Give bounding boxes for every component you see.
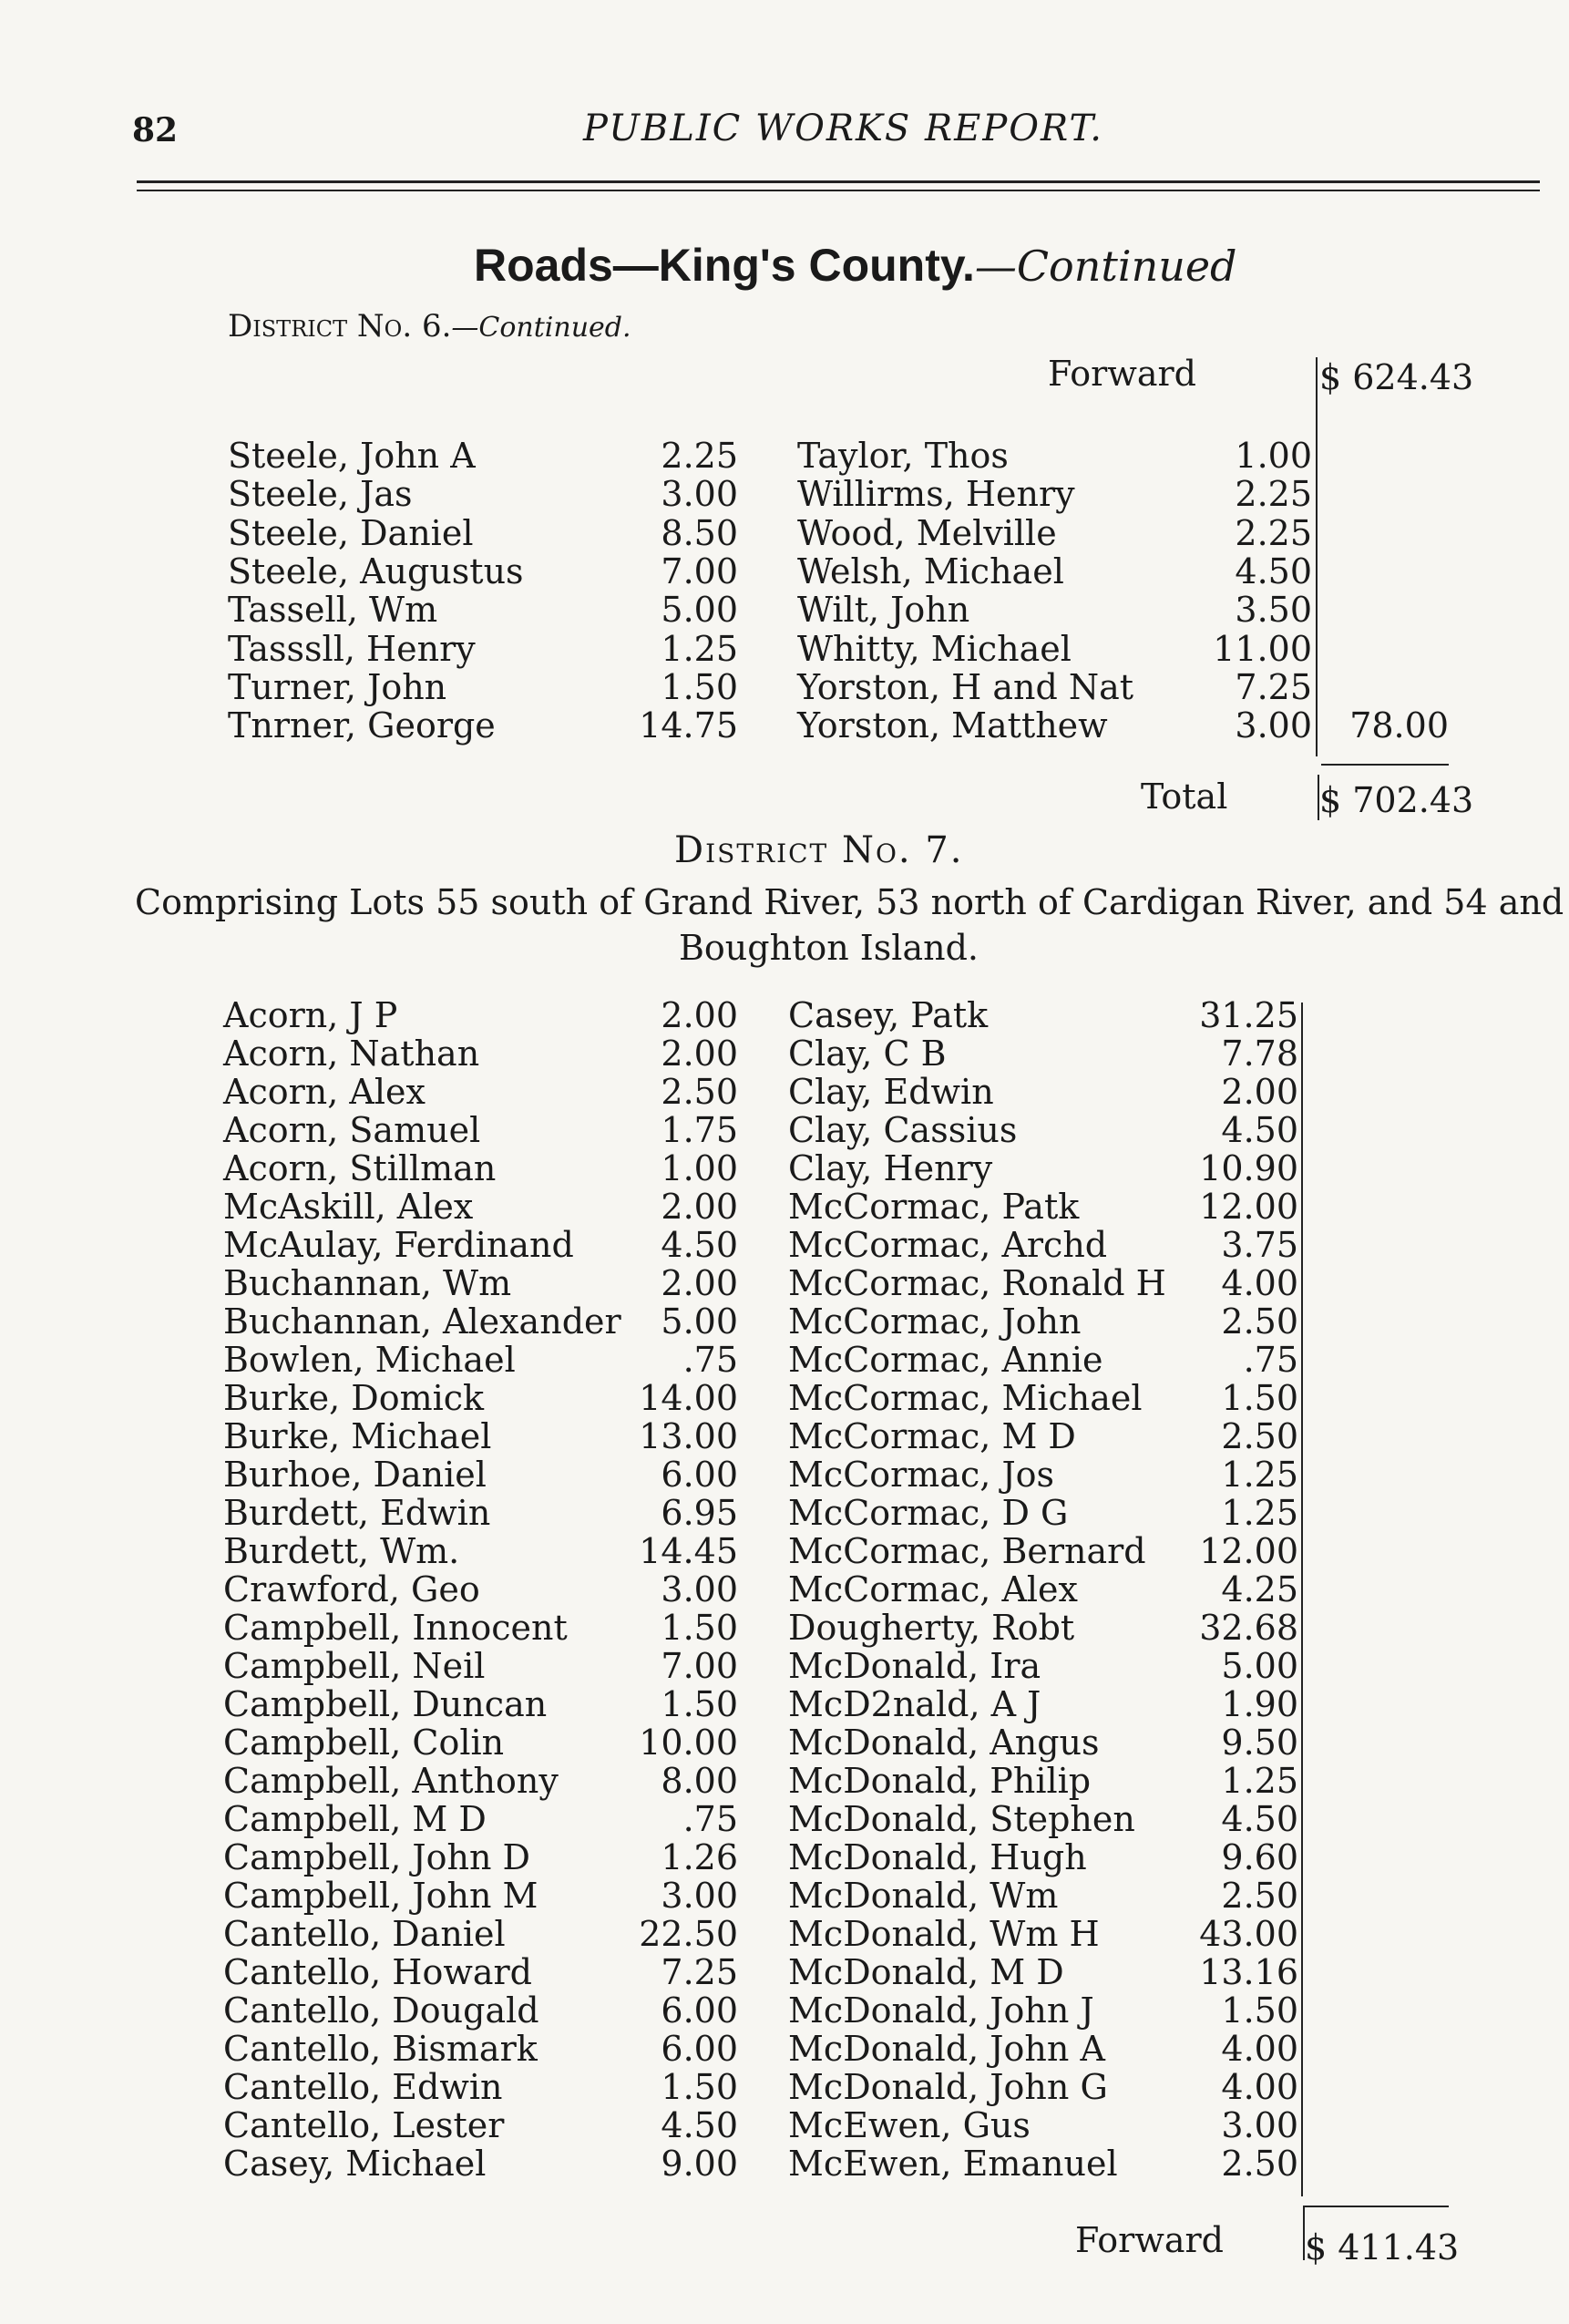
ledger-entry-name: Cantello, Howard [223, 1952, 532, 1992]
district6-continued: —Continued. [451, 312, 631, 344]
ledger-entry-amount: 11.00 [1213, 628, 1312, 669]
ledger-entry-name: Wood, Melville [797, 512, 1057, 553]
ledger-entry-amount: 1.25 [1221, 1493, 1298, 1533]
ledger-entry-amount: 1.50 [661, 2067, 738, 2107]
ledger-entry-name: Steele, Jas [228, 474, 413, 515]
ledger-entry-amount: 7.00 [661, 1646, 738, 1686]
ledger-entry-name: Clay, Edwin [788, 1072, 994, 1112]
ledger-entry-name: McCormac, M D [788, 1416, 1076, 1456]
ledger-entry-name: Buchannan, Alexander [223, 1301, 621, 1342]
ledger-entry-amount: 4.50 [661, 2105, 738, 2145]
ledger-entry-name: Campbell, M D [223, 1799, 487, 1839]
ledger-entry-name: McCormac, Alex [788, 1569, 1078, 1609]
ledger-entry-amount: 3.75 [1221, 1225, 1298, 1265]
ledger-entry-amount: 2.00 [661, 1187, 738, 1227]
ledger-entry-amount: 1.50 [1221, 1378, 1298, 1418]
ledger-entry-amount: 1.25 [1221, 1455, 1298, 1495]
ledger-entry-name: McCormac, Bernard [788, 1531, 1146, 1571]
ledger-entry-amount: 1.00 [1235, 436, 1312, 476]
ledger-entry-amount: 2.00 [661, 1263, 738, 1303]
ledger-entry-name: Bowlen, Michael [223, 1340, 516, 1380]
district6-total-label: Total [1141, 776, 1228, 817]
ledger-entry-name: Cantello, Daniel [223, 1914, 506, 1954]
ledger-entry-name: Campbell, Anthony [223, 1761, 559, 1801]
ledger-entry-amount: 2.50 [1221, 2144, 1298, 2184]
ledger-entry-name: Acorn, J P [223, 995, 398, 1035]
ledger-entry-amount: 4.50 [1221, 1110, 1298, 1150]
ledger-entry-name: McCormac, D G [788, 1493, 1069, 1533]
ledger-entry-name: Tasssll, Henry [228, 628, 476, 669]
ledger-entry-name: McDonald, Ira [788, 1646, 1041, 1686]
ledger-entry-amount: .75 [682, 1799, 738, 1839]
ledger-entry-amount: 7.78 [1221, 1033, 1298, 1074]
ledger-entry-amount: 4.50 [661, 1225, 738, 1265]
ledger-entry-amount: 3.50 [1235, 590, 1312, 631]
ledger-entry-name: McDonald, Stephen [788, 1799, 1135, 1839]
ledger-entry-amount: 3.00 [661, 474, 738, 515]
column-rule [1316, 357, 1318, 756]
ledger-entry-name: Casey, Michael [223, 2144, 487, 2184]
ledger-entry-amount: 1.50 [661, 1684, 738, 1724]
ledger-entry-name: McAulay, Ferdinand [223, 1225, 574, 1265]
ledger-entry-amount: 9.50 [1221, 1722, 1298, 1763]
ledger-entry-name: Cantello, Lester [223, 2105, 505, 2145]
ledger-entry-name: Acorn, Alex [223, 1072, 426, 1112]
ledger-entry-amount: 13.00 [639, 1416, 738, 1456]
ledger-entry-name: McDonald, John A [788, 2029, 1105, 2069]
ledger-entry-amount: 3.00 [1235, 705, 1312, 746]
ledger-entry-name: McEwen, Gus [788, 2105, 1031, 2145]
ledger-entry-amount: 3.00 [661, 1876, 738, 1916]
ledger-entry-name: Campbell, Duncan [223, 1684, 548, 1724]
ledger-entry-amount: 7.25 [1235, 666, 1312, 707]
ledger-entry-amount: 6.00 [661, 2029, 738, 2069]
ledger-entry-name: Campbell, John D [223, 1837, 530, 1877]
section-title-main: Roads—King's County. [474, 240, 975, 291]
ledger-entry-name: Steele, Augustus [228, 550, 524, 591]
ledger-entry-amount: 2.50 [1221, 1416, 1298, 1456]
ledger-entry-amount: 3.00 [1221, 2105, 1298, 2145]
ledger-entry-name: Yorston, Matthew [797, 705, 1108, 746]
ledger-entry-name: Tnrner, George [228, 705, 496, 746]
district6-subtotal: 78.00 [1349, 705, 1449, 746]
district7-forward-label: Forward [1075, 2220, 1225, 2260]
ledger-entry-name: McCormac, Michael [788, 1378, 1143, 1418]
ledger-entry-amount: 2.00 [661, 1033, 738, 1074]
ledger-entry-amount: 2.25 [661, 436, 738, 476]
ledger-entry-name: Acorn, Samuel [223, 1110, 481, 1150]
ledger-entry-amount: 2.50 [1221, 1301, 1298, 1342]
ledger-entry-amount: 2.00 [1221, 1072, 1298, 1112]
ledger-entry-amount: 6.00 [661, 1990, 738, 2031]
ledger-entry-name: Campbell, Colin [223, 1722, 505, 1763]
ledger-entry-name: Dougherty, Robt [788, 1608, 1075, 1648]
ledger-entry-amount: 6.95 [661, 1493, 738, 1533]
ledger-entry-name: Cantello, Dougald [223, 1990, 539, 2031]
ledger-entry-amount: 1.25 [1221, 1761, 1298, 1801]
ledger-entry-name: Burke, Domick [223, 1378, 485, 1418]
ledger-entry-amount: .75 [1243, 1340, 1298, 1380]
section-title [474, 239, 1237, 292]
ledger-entry-name: McDonald, M D [788, 1952, 1064, 1992]
ledger-entry-name: Buchannan, Wm [223, 1263, 512, 1303]
ledger-entry-name: Acorn, Nathan [223, 1033, 480, 1074]
ledger-entry-amount: 5.00 [661, 590, 738, 631]
ledger-entry-name: McDonald, Angus [788, 1722, 1100, 1763]
ledger-entry-name: Burdett, Edwin [223, 1493, 491, 1533]
ledger-entry-amount: .75 [682, 1340, 738, 1380]
ledger-entry-name: Cantello, Bismark [223, 2029, 538, 2069]
ledger-entry-amount: 14.00 [639, 1378, 738, 1418]
ledger-entry-amount: 9.00 [661, 2144, 738, 2184]
ledger-entry-amount: 1.75 [661, 1110, 738, 1150]
ledger-entry-name: Campbell, Neil [223, 1646, 486, 1686]
ledger-entry-amount: 8.00 [661, 1761, 738, 1801]
ledger-entry-name: Tassell, Wm [228, 590, 438, 631]
ledger-entry-name: Taylor, Thos [797, 436, 1009, 476]
ledger-entry-amount: 2.50 [661, 1072, 738, 1112]
ledger-entry-name: Clay, C B [788, 1033, 947, 1074]
district7-heading: District No. 7. [674, 829, 964, 871]
ledger-entry-name: Yorston, H and Nat [797, 666, 1134, 707]
ledger-entry-name: McDonald, Hugh [788, 1837, 1087, 1877]
ledger-entry-amount: 4.25 [1221, 1569, 1298, 1609]
ledger-entry-amount: 22.50 [639, 1914, 738, 1954]
ledger-entry-name: McDonald, Wm [788, 1876, 1059, 1916]
ledger-entry-amount: 1.00 [661, 1148, 738, 1188]
ledger-entry-name: Wilt, John [797, 590, 970, 631]
ledger-entry-name: Welsh, Michael [797, 550, 1064, 591]
ledger-entry-name: McDonald, John J [788, 1990, 1094, 2031]
header-rule [137, 180, 1540, 183]
ledger-entry-name: McDonald, John G [788, 2067, 1108, 2107]
forward-rule [1305, 2206, 1449, 2207]
ledger-entry-name: Casey, Patk [788, 995, 989, 1035]
ledger-entry-amount: 2.25 [1235, 474, 1312, 515]
ledger-entry-name: Whitty, Michael [797, 628, 1072, 669]
ledger-entry-amount: 5.00 [661, 1301, 738, 1342]
ledger-entry-amount: 2.50 [1221, 1876, 1298, 1916]
ledger-entry-amount: 4.00 [1221, 1263, 1298, 1303]
ledger-entry-name: Burdett, Wm. [223, 1531, 460, 1571]
ledger-entry-amount: 43.00 [1199, 1914, 1298, 1954]
ledger-entry-amount: 7.25 [661, 1952, 738, 1992]
ledger-entry-amount: 1.50 [661, 1608, 738, 1648]
ledger-entry-name: McEwen, Emanuel [788, 2144, 1118, 2184]
running-title: PUBLIC WORKS REPORT. [583, 108, 1103, 149]
ledger-entry-amount: 4.50 [1235, 550, 1312, 591]
ledger-entry-amount: 14.45 [639, 1531, 738, 1571]
ledger-entry-name: Crawford, Geo [223, 1569, 480, 1609]
district7-forward-amount: $ 411.43 [1305, 2227, 1460, 2267]
ledger-entry-amount: 1.50 [661, 666, 738, 707]
ledger-entry-name: McDonald, Wm H [788, 1914, 1100, 1954]
ledger-entry-amount: 6.00 [661, 1455, 738, 1495]
ledger-entry-name: McAskill, Alex [223, 1187, 474, 1227]
section-title-continued: —Continued [974, 242, 1237, 291]
ledger-entry-name: Burhoe, Daniel [223, 1455, 487, 1495]
ledger-entry-name: Clay, Henry [788, 1148, 993, 1188]
ledger-entry-name: Steele, John A [228, 436, 476, 476]
ledger-entry-name: McCormac, Ronald H [788, 1263, 1166, 1303]
ledger-entry-amount: 1.26 [661, 1837, 738, 1877]
ledger-entry-name: McCormac, Jos [788, 1455, 1055, 1495]
ledger-entry-amount: 10.00 [639, 1722, 738, 1763]
ledger-entry-name: Cantello, Edwin [223, 2067, 503, 2107]
ledger-entry-amount: 5.00 [1221, 1646, 1298, 1686]
ledger-entry-name: McCormac, John [788, 1301, 1082, 1342]
ledger-entry-amount: 4.00 [1221, 2029, 1298, 2069]
ledger-entry-name: Clay, Cassius [788, 1110, 1018, 1150]
ledger-entry-amount: 14.75 [639, 705, 738, 746]
ledger-entry-amount: 13.16 [1199, 1952, 1298, 1992]
ledger-entry-name: Campbell, John M [223, 1876, 538, 1916]
ledger-entry-amount: 2.25 [1235, 512, 1312, 553]
ledger-entry-name: Acorn, Stillman [223, 1148, 497, 1188]
district6-total-amount: $ 702.43 [1319, 780, 1474, 820]
ledger-entry-amount: 2.00 [661, 995, 738, 1035]
ledger-entry-name: McCormac, Archd [788, 1225, 1108, 1265]
ledger-entry-amount: 31.25 [1199, 995, 1298, 1035]
ledger-entry-amount: 8.50 [661, 512, 738, 553]
ledger-entry-name: McDonald, Philip [788, 1761, 1092, 1801]
page-number: 82 [132, 111, 179, 149]
ledger-entry-name: McCormac, Annie [788, 1340, 1103, 1380]
ledger-entry-amount: 4.00 [1221, 2067, 1298, 2107]
district6-label: District No. 6. [228, 308, 452, 344]
ledger-entry-name: Turner, John [228, 666, 447, 707]
district7-description: Comprising Lots 55 south of Grand River, 53 north of Cardigan River, and 54 and [135, 882, 1564, 922]
ledger-entry-name: McD2nald, A J [788, 1684, 1041, 1724]
ledger-entry-amount: 1.25 [661, 628, 738, 669]
ledger-entry-amount: 10.90 [1199, 1148, 1298, 1188]
subtotal-rule [1321, 764, 1449, 766]
ledger-entry-amount: 1.50 [1221, 1990, 1298, 2031]
district6-forward-label: Forward [1048, 354, 1197, 394]
ledger-entry-amount: 7.00 [661, 550, 738, 591]
ledger-entry-amount: 32.68 [1199, 1608, 1298, 1648]
ledger-entry-name: Willirms, Henry [797, 474, 1075, 515]
district7-description-cont: Boughton Island. [679, 928, 979, 968]
district6-heading [228, 308, 631, 344]
ledger-entry-name: Burke, Michael [223, 1416, 492, 1456]
ledger-entry-amount: 12.00 [1199, 1531, 1298, 1571]
ledger-entry-name: Campbell, Innocent [223, 1608, 568, 1648]
ledger-entry-amount: 4.50 [1221, 1799, 1298, 1839]
header-rule-secondary [137, 190, 1540, 191]
ledger-entry-amount: 9.60 [1221, 1837, 1298, 1877]
ledger-entry-amount: 12.00 [1199, 1187, 1298, 1227]
column-rule [1301, 1003, 1303, 2196]
ledger-entry-name: McCormac, Patk [788, 1187, 1080, 1227]
ledger-entry-amount: 1.90 [1221, 1684, 1298, 1724]
ledger-entry-name: Steele, Daniel [228, 512, 474, 553]
ledger-entry-amount: 3.00 [661, 1569, 738, 1609]
district6-forward-amount: $ 624.43 [1319, 357, 1474, 397]
